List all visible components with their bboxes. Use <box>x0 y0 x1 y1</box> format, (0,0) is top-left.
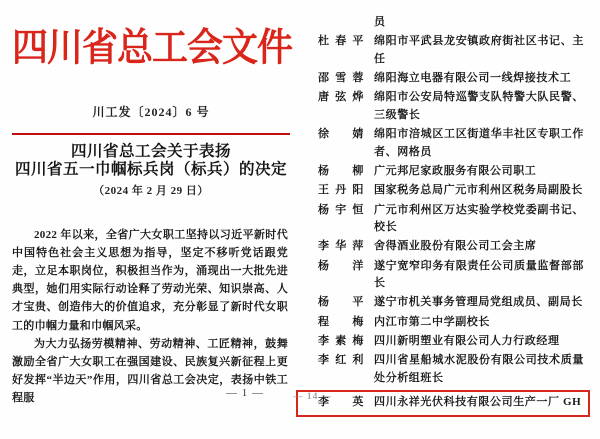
document-number: 川工发〔2024〕6 号 <box>92 104 210 119</box>
entry-name: 李素梅 <box>318 335 364 348</box>
document-title <box>12 143 290 179</box>
entry-name: 邵雪蓉 <box>318 72 364 85</box>
list-item <box>318 70 590 88</box>
list-item <box>318 182 590 200</box>
body-paragraph-1: 2022 年以来，全省广大女职工坚持以习近平新时代中国特色社会主义思想为指导，坚定不移听党话跟党走，立足本职岗位，积极担当作为，涌现出一大批先进典型，她们用实际行动诠释了劳动光荣、知识崇高、人才宝贵、创造伟大的价值追求，充分彰显了新时代女职工的巾帼力量和巾帼风采。 <box>12 228 288 332</box>
entry-desc: 内江市第二中学副校长 <box>374 315 490 328</box>
entry-desc: 遂宁宽窄印务有限责任公司质量监督部部长 <box>374 259 584 290</box>
page-number-right: — 14 — <box>293 392 333 402</box>
document-date: （2024 年 2 月 29 日） <box>93 184 209 197</box>
list-item <box>318 238 590 256</box>
entry-desc: 四川永祥光伏科技有限公司生产一厂 GH <box>374 396 582 409</box>
list-item <box>318 126 590 161</box>
document-title-line2: 四川省五一巾帼标兵岗（标兵）的决定 <box>14 160 287 178</box>
entry-name: 杨宇恒 <box>318 203 364 216</box>
entry-name: 王丹阳 <box>318 184 364 197</box>
list-item <box>318 163 590 181</box>
list-item <box>318 352 590 387</box>
carry-over-text: 员 <box>374 16 386 28</box>
entry-name: 李红利 <box>318 354 364 367</box>
entry-name: 李英 <box>318 396 364 409</box>
entry-name: 杨柳 <box>318 164 364 177</box>
list-item <box>318 294 590 312</box>
red-divider-line <box>12 133 290 135</box>
entry-desc: 绵阳市涪城区工区街道华丰社区专职工作者、网格员 <box>374 128 584 158</box>
entry-desc: 四川新明塑业有限公司人力行政经理 <box>374 335 560 348</box>
list-item-highlighted <box>296 390 590 417</box>
entry-name: 杨洋 <box>318 259 364 272</box>
red-letterhead-title: 四川省总工会文件 <box>12 25 293 70</box>
list-item <box>318 89 590 124</box>
body-paragraph-2: 为大力弘扬劳模精神、劳动精神、工匠精神，鼓舞激励全省广大女职工在强国建设、民族复兴新征程上更好发挥“半边天”作用，四川省总工会决定，表扬中铁工程服 <box>12 337 288 405</box>
list-item <box>318 202 590 237</box>
page-left <box>12 0 293 439</box>
entry-desc: 遂宁市机关事务管理局党组成员、副局长 <box>374 296 583 309</box>
list-item <box>318 333 590 351</box>
entry-name: 唐弦烨 <box>318 91 364 104</box>
entry-desc: 绵阳市平武县龙安镇政府街社区书记、主任 <box>374 35 584 65</box>
entry-desc: 广元邦尼家政服务有限公司职工 <box>374 164 537 177</box>
entry-desc: 国家税务总局广元市利州区税务局副股长 <box>374 184 583 197</box>
list-item <box>318 33 590 68</box>
entry-desc: 绵阳海立电器有限公司一线焊接技术工 <box>374 72 572 85</box>
list-item <box>318 258 590 293</box>
list-item <box>318 314 590 332</box>
entry-name: 杜春平 <box>318 35 364 48</box>
entry-desc: 舍得酒业股份有限公司工会主席 <box>374 240 537 253</box>
entry-name: 程梅 <box>318 315 364 328</box>
entry-name: 杨平 <box>318 296 364 309</box>
entry-name: 徐婧 <box>318 128 364 141</box>
entry-name: 李华萍 <box>318 240 364 253</box>
page-right <box>293 0 590 439</box>
entry-desc: 绵阳市公安局特巡警支队特警大队民警、三级警长 <box>374 91 584 121</box>
page-number-left: — 1 — <box>226 387 264 399</box>
document-title-line1: 四川省总工会关于表扬 <box>70 142 231 160</box>
entry-desc: 广元市利州区万达实验学校党委副书记、校长 <box>374 203 584 234</box>
document-body <box>12 226 288 408</box>
entry-desc: 四川省星船城水泥股份有限公司技术质量处分析组班长 <box>374 354 584 384</box>
entries-list <box>300 33 590 417</box>
